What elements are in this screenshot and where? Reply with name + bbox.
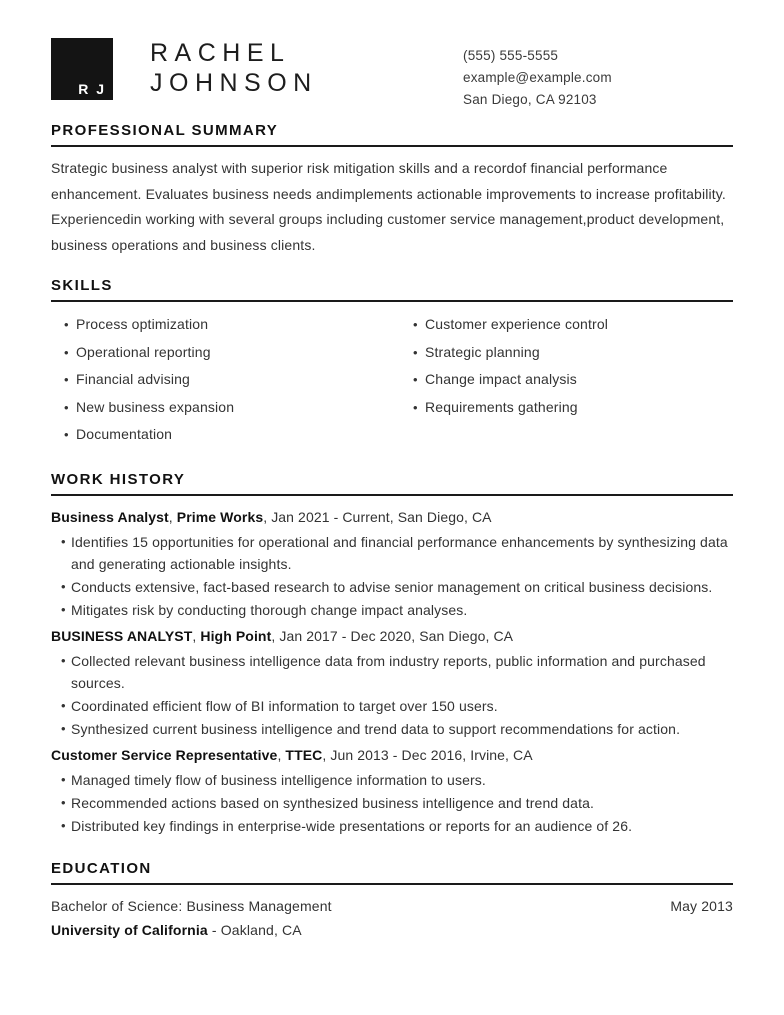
skills-column-left bbox=[51, 311, 392, 449]
education-school: University of California bbox=[51, 922, 208, 938]
section-divider bbox=[51, 145, 733, 147]
skill-item: • Strategic planning bbox=[413, 339, 733, 367]
education-entry bbox=[51, 894, 733, 918]
skill-item: • Process optimization bbox=[64, 311, 392, 339]
job-title: Business Analyst bbox=[51, 508, 169, 525]
job-bullet: • Synthesized current business intelligence and trend data to support recommendations for action. bbox=[52, 718, 733, 741]
job-bullet: • Identifies 15 opportunities for operational and financial performance enhancements by synthesizing data and generating actionable insights. bbox=[52, 531, 733, 576]
skill-item: • Customer experience control bbox=[413, 311, 733, 339]
skill-item: • Financial advising bbox=[64, 366, 392, 394]
job-meta: , Jan 2017 - Dec 2020, San Diego, CA bbox=[271, 627, 514, 644]
job-bullet: • Coordinated efficient flow of BI information to target over 150 users. bbox=[52, 695, 733, 718]
skills-columns bbox=[51, 311, 733, 449]
job-bullet: • Managed timely flow of business intelligence information to users. bbox=[52, 769, 733, 792]
contact-info bbox=[463, 36, 733, 111]
job-company: Prime Works bbox=[176, 508, 264, 525]
section-work-history bbox=[51, 471, 733, 838]
job-meta: , Jan 2021 - Current, San Diego, CA bbox=[263, 508, 492, 525]
resume-content bbox=[51, 36, 733, 942]
section-title-work-history: WORK HISTORY bbox=[51, 470, 186, 488]
job-bullet: • Mitigates risk by conducting thorough change impact analyses. bbox=[52, 599, 733, 622]
job-entry bbox=[51, 505, 733, 622]
section-title-skills: SKILLS bbox=[51, 277, 113, 294]
section-divider bbox=[51, 300, 733, 302]
education-date: May 2013 bbox=[670, 898, 733, 914]
monogram-badge bbox=[51, 38, 113, 100]
section-divider bbox=[51, 883, 733, 885]
section-title-summary: PROFESSIONAL SUMMARY bbox=[51, 122, 279, 139]
section-professional-summary bbox=[51, 122, 733, 258]
job-separator: , bbox=[192, 627, 201, 644]
skill-item: • Documentation bbox=[64, 421, 392, 449]
job-bullet: • Conducts extensive, fact-based research to advise senior management on critical business decisions. bbox=[52, 576, 733, 599]
section-divider bbox=[51, 494, 733, 496]
section-title-education: EDUCATION bbox=[51, 860, 152, 877]
contact-location: San Diego, CA 92103 bbox=[463, 92, 597, 107]
job-bullets bbox=[51, 650, 733, 741]
job-title: BUSINESS ANALYST bbox=[51, 627, 193, 644]
section-skills bbox=[51, 277, 733, 449]
skill-item: • Requirements gathering bbox=[413, 394, 733, 422]
job-bullets bbox=[51, 531, 733, 622]
job-bullet: • Distributed key findings in enterprise-wide presentations or reports for an audience of 26. bbox=[52, 815, 733, 838]
skills-column-right bbox=[392, 311, 733, 449]
education-degree: Bachelor of Science: Business Management bbox=[51, 898, 332, 914]
job-separator: , bbox=[277, 746, 286, 763]
job-entry bbox=[51, 624, 733, 741]
contact-phone: (555) 555-5555 bbox=[463, 48, 559, 63]
job-meta: , Jun 2013 - Dec 2016, Irvine, CA bbox=[322, 746, 533, 763]
skill-item: • Change impact analysis bbox=[413, 366, 733, 394]
monogram-initials: R J bbox=[78, 81, 106, 97]
education-school-line bbox=[51, 918, 733, 942]
education-school-location: - Oakland, CA bbox=[207, 922, 302, 938]
job-title: Customer Service Representative bbox=[51, 746, 278, 763]
job-heading bbox=[51, 505, 733, 530]
job-company: TTEC bbox=[285, 746, 323, 763]
name-first: RACHEL bbox=[150, 39, 291, 67]
job-separator: , bbox=[168, 508, 177, 525]
candidate-name bbox=[150, 36, 463, 98]
job-heading bbox=[51, 743, 733, 768]
name-last: JOHNSON bbox=[150, 69, 318, 97]
job-entry bbox=[51, 743, 733, 838]
contact-email: example@example.com bbox=[463, 70, 612, 85]
job-bullet: • Recommended actions based on synthesized business intelligence and trend data. bbox=[52, 792, 733, 815]
skill-item: • New business expansion bbox=[64, 394, 392, 422]
job-bullets bbox=[51, 769, 733, 838]
summary-paragraph: Strategic business analyst with superior risk mitigation skills and a recordof financial performance enhancement. Evaluates business needs andimplements actionable improvements to increase profitability. Experiencedin working with several groups including customer service management,product development, business operations and business clients. bbox=[51, 160, 726, 253]
resume-header bbox=[51, 36, 733, 108]
job-bullet: • Collected relevant business intelligence data from industry reports, public information and purchased sources. bbox=[52, 650, 733, 695]
section-education bbox=[51, 860, 733, 942]
job-heading bbox=[51, 624, 733, 649]
skill-item: • Operational reporting bbox=[64, 339, 392, 367]
job-company: High Point bbox=[200, 627, 272, 644]
